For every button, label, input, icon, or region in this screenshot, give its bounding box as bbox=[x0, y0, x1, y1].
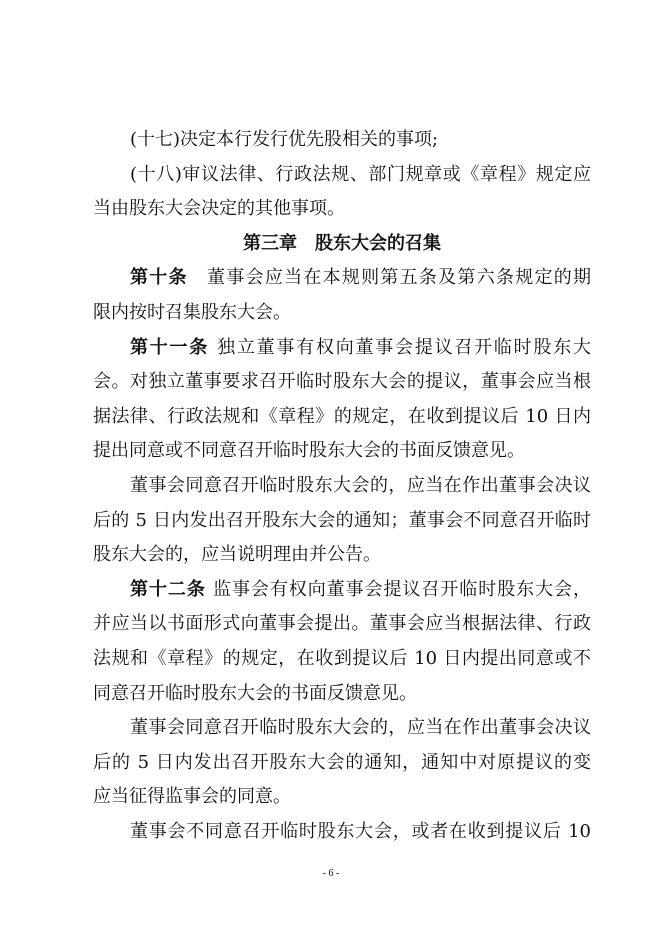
page-number: - 6 - bbox=[322, 868, 340, 879]
text-line bbox=[93, 331, 591, 366]
line-text: 董事会同意召开临时股东大会的，应当在作出董事会决议 bbox=[130, 474, 591, 496]
text-line bbox=[93, 434, 591, 469]
article-number: 第十条 bbox=[130, 267, 208, 289]
text-line bbox=[93, 261, 591, 296]
text-line bbox=[93, 365, 591, 400]
text-line bbox=[93, 746, 591, 781]
text-line bbox=[93, 573, 591, 608]
text-line bbox=[93, 642, 591, 677]
line-text: 股东大会的，应当说明理由并公告。 bbox=[93, 544, 381, 566]
line-text: 并应当以书面形式向董事会提出。董事会应当根据法律、行政 bbox=[93, 613, 591, 635]
line-text: 董事会同意召开临时股东大会的，应当在作出董事会决议 bbox=[130, 717, 591, 739]
text-line bbox=[93, 677, 591, 712]
line-text: 独立董事有权向董事会提议召开临时股东大 bbox=[217, 336, 591, 358]
line-text: 董事会应当在本规则第五条及第六条规定的期 bbox=[207, 267, 591, 289]
line-text: 提出同意或不同意召开临时股东大会的书面反馈意见。 bbox=[93, 440, 525, 462]
line-text: (十八)审议法律、行政法规、部门规章或《章程》规定应 bbox=[130, 163, 591, 185]
text-line bbox=[93, 711, 591, 746]
text-line bbox=[93, 780, 591, 815]
line-text: 当由股东大会决定的其他事项。 bbox=[93, 198, 345, 220]
line-text: 法规和《章程》的规定，在收到提议后 10 日内提出同意或不 bbox=[93, 647, 591, 669]
line-text: (十七)决定本行发行优先股相关的事项; bbox=[130, 129, 439, 150]
text-line bbox=[93, 158, 591, 193]
article-number: 第十一条 bbox=[130, 336, 218, 358]
line-text: 后的 5 日内发出召开股东大会的通知；董事会不同意召开临时 bbox=[93, 509, 591, 531]
line-text: 应当征得监事会的同意。 bbox=[93, 786, 291, 808]
text-line bbox=[93, 607, 591, 642]
line-text: 同意召开临时股东大会的书面反馈意见。 bbox=[93, 682, 417, 704]
article-number: 第十二条 bbox=[130, 578, 213, 600]
line-text: 会。对独立董事要求召开临时股东大会的提议，董事会应当根 bbox=[93, 371, 591, 393]
text-line bbox=[93, 192, 591, 227]
text-line bbox=[93, 469, 591, 504]
text-line bbox=[93, 123, 591, 158]
document-body bbox=[93, 123, 591, 849]
line-text: 后的 5 日内发出召开股东大会的通知，通知中对原提议的变 bbox=[93, 751, 591, 773]
text-line bbox=[93, 400, 591, 435]
line-text: 据法律、行政法规和《章程》的规定，在收到提议后 10 日内 bbox=[93, 405, 591, 427]
text-line bbox=[93, 296, 591, 331]
chapter-heading: 第三章 股东大会的召集 bbox=[243, 232, 441, 254]
text-line bbox=[93, 538, 591, 573]
line-text: 监事会有权向董事会提议召开临时股东大会， bbox=[213, 578, 591, 600]
text-line bbox=[93, 815, 591, 850]
line-text: 董事会不同意召开临时股东大会，或者在收到提议后 10 bbox=[130, 820, 591, 842]
text-line bbox=[93, 504, 591, 539]
line-text: 限内按时召集股东大会。 bbox=[93, 301, 291, 323]
